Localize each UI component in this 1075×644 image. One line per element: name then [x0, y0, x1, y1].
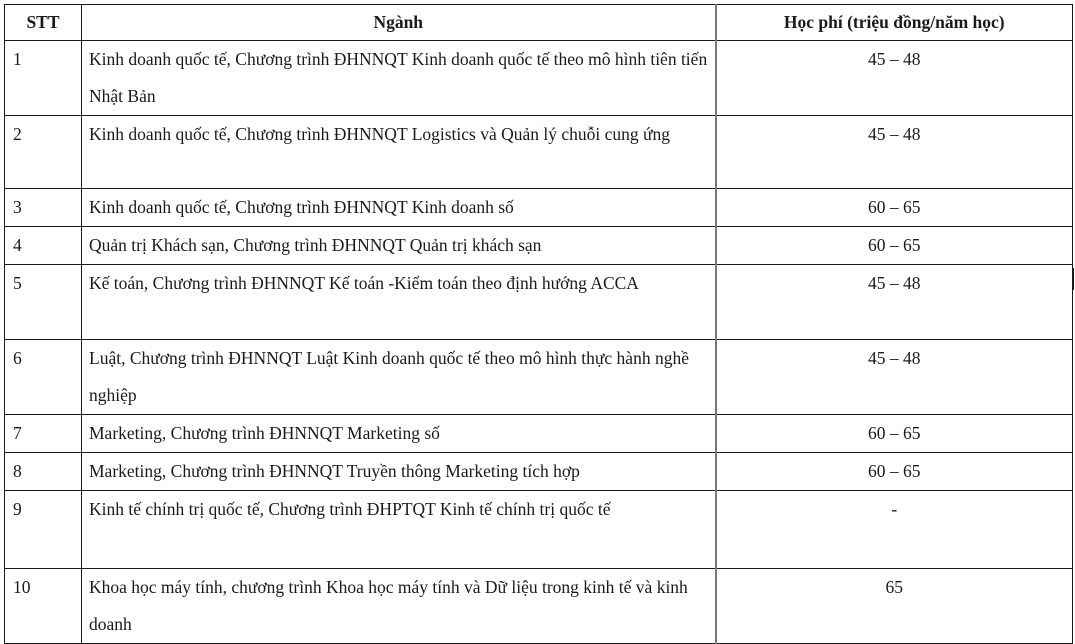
- header-stt: STT: [5, 5, 82, 41]
- row-major: Khoa học máy tính, chương trình Khoa học máy tính và Dữ liệu trong kinh tế và kinh doanh: [82, 569, 716, 644]
- row-fee: 60 – 65: [716, 189, 1073, 227]
- row-major: Quản trị Khách sạn, Chương trình ĐHNNQT Quản trị khách sạn: [82, 227, 716, 265]
- tuition-table: [4, 4, 1073, 644]
- table-row: [5, 415, 1073, 453]
- row-major: Kinh doanh quốc tế, Chương trình ĐHNNQT Kinh doanh số: [82, 189, 716, 227]
- row-stt: 6: [5, 340, 82, 415]
- row-fee: 60 – 65: [716, 227, 1073, 265]
- header-fee: Học phí (triệu đồng/năm học): [716, 5, 1073, 41]
- table-row: [5, 227, 1073, 265]
- row-stt: 8: [5, 453, 82, 491]
- table-row: [5, 491, 1073, 569]
- row-major: Kinh doanh quốc tế, Chương trình ĐHNNQT Kinh doanh quốc tế theo mô hình tiên tiến Nhật Bản: [82, 41, 716, 116]
- table-row: [5, 453, 1073, 491]
- row-major: Marketing, Chương trình ĐHNNQT Marketing số: [82, 415, 716, 453]
- row-stt: 9: [5, 491, 82, 569]
- table-row: [5, 116, 1073, 189]
- row-fee: 45 – 48: [716, 41, 1073, 116]
- row-stt: 4: [5, 227, 82, 265]
- row-fee: -: [716, 491, 1073, 569]
- row-major: Marketing, Chương trình ĐHNNQT Truyền thông Marketing tích hợp: [82, 453, 716, 491]
- row-major: Kinh tế chính trị quốc tế, Chương trình ĐHPTQT Kinh tế chính trị quốc tế: [82, 491, 716, 569]
- row-stt: 10: [5, 569, 82, 644]
- table-row: [5, 41, 1073, 116]
- row-fee: 65: [716, 569, 1073, 644]
- header-major: Ngành: [82, 5, 716, 41]
- row-fee: 45 – 48: [716, 340, 1073, 415]
- header-row: [5, 5, 1073, 41]
- row-stt: 5: [5, 265, 82, 340]
- row-fee: 45 – 48: [716, 116, 1073, 189]
- row-stt: 1: [5, 41, 82, 116]
- table-row: [5, 569, 1073, 644]
- row-stt: 2: [5, 116, 82, 189]
- text-cursor: [1073, 268, 1074, 290]
- table-row: [5, 265, 1073, 340]
- row-fee: 45 – 48: [716, 265, 1073, 340]
- table-row: [5, 340, 1073, 415]
- row-stt: 7: [5, 415, 82, 453]
- row-fee: 60 – 65: [716, 453, 1073, 491]
- table-row: [5, 189, 1073, 227]
- row-major: Luật, Chương trình ĐHNNQT Luật Kinh doanh quốc tế theo mô hình thực hành nghề nghiệp: [82, 340, 716, 415]
- row-major: Kinh doanh quốc tế, Chương trình ĐHNNQT Logistics và Quản lý chuỗi cung ứng: [82, 116, 716, 189]
- row-fee: 60 – 65: [716, 415, 1073, 453]
- row-major: Kế toán, Chương trình ĐHNNQT Kế toán -Kiểm toán theo định hướng ACCA: [82, 265, 716, 340]
- row-stt: 3: [5, 189, 82, 227]
